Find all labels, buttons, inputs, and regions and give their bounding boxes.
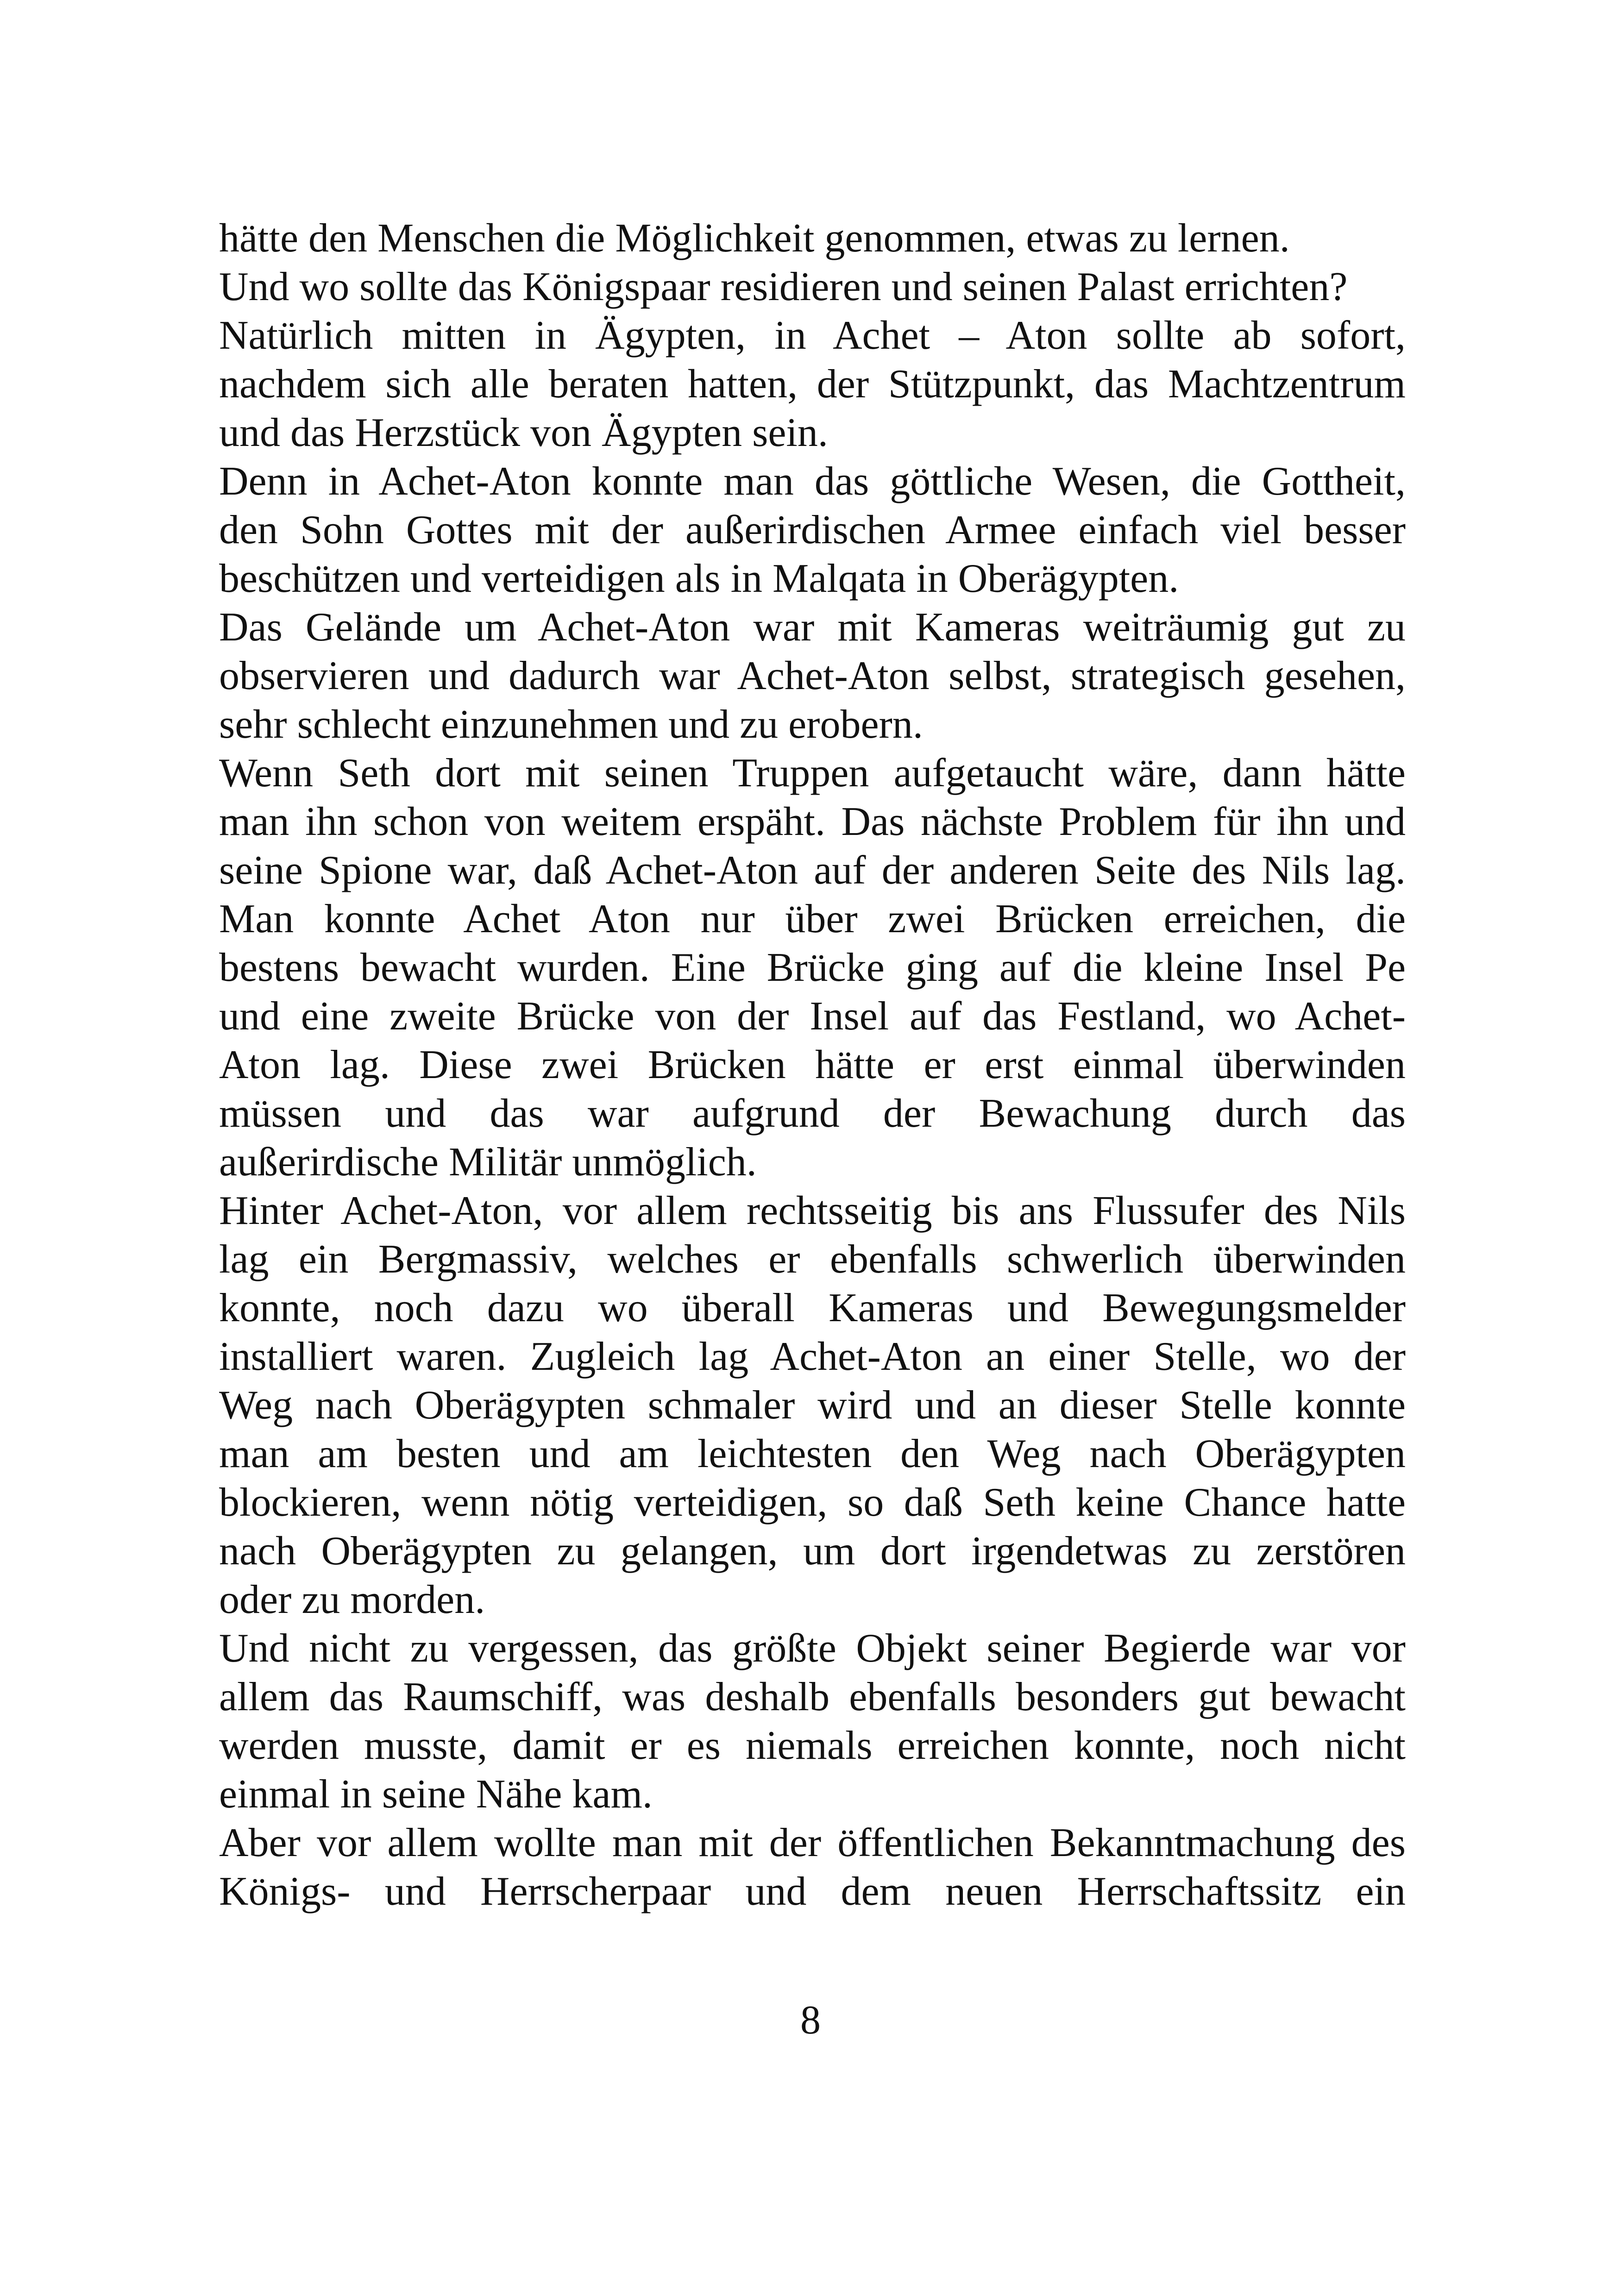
text-line: beschützen und verteidigen als in Malqata in Oberägypten. <box>219 556 1179 601</box>
text-line: und das Herzstück von Ägypten sein. <box>219 410 828 455</box>
page-number: 8 <box>800 1998 821 2043</box>
text-line: und eine zweite Brücke von der Insel auf das Festland, wo Achet- <box>219 994 1406 1039</box>
text-line: einmal in seine Nähe kam. <box>219 1772 653 1817</box>
text-line: installiert waren. Zugleich lag Achet-Aton an einer Stelle, wo der <box>219 1334 1406 1379</box>
body-text <box>219 214 1406 1916</box>
text-line: außerirdische Militär unmöglich. <box>219 1140 757 1185</box>
text-line: Natürlich mitten in Ägypten, in Achet – Aton sollte ab sofort, <box>219 313 1406 358</box>
text-line: oder zu morden. <box>219 1577 485 1622</box>
text-line: man am besten und am leichtesten den Weg nach Oberägypten <box>219 1431 1406 1476</box>
text-line: Hinter Achet-Aton, vor allem rechtsseitig bis ans Flussufer des Nils <box>219 1188 1406 1233</box>
text-line: nachdem sich alle beraten hatten, der Stützpunkt, das Machtzentrum <box>219 362 1406 407</box>
text-line: werden musste, damit er es niemals erreichen konnte, noch nicht <box>219 1723 1406 1768</box>
text-line: den Sohn Gottes mit der außerirdischen Armee einfach viel besser <box>219 508 1406 552</box>
text-line: Und wo sollte das Königspaar residieren und seinen Palast errichten? <box>219 264 1348 309</box>
text-line: Das Gelände um Achet-Aton war mit Kameras weiträumig gut zu <box>219 605 1406 650</box>
text-line: allem das Raumschiff, was deshalb ebenfalls besonders gut bewacht <box>219 1675 1406 1719</box>
text-line: sehr schlecht einzunehmen und zu erobern. <box>219 702 923 747</box>
text-line: nach Oberägypten zu gelangen, um dort irgendetwas zu zerstören <box>219 1529 1406 1574</box>
text-line: Weg nach Oberägypten schmaler wird und an dieser Stelle konnte <box>219 1383 1406 1428</box>
text-line: lag ein Bergmassiv, welches er ebenfalls schwerlich überwinden <box>219 1237 1406 1282</box>
text-line: Denn in Achet-Aton konnte man das göttliche Wesen, die Gottheit, <box>219 459 1406 504</box>
text-line: Wenn Seth dort mit seinen Truppen aufgetaucht wäre, dann hätte <box>219 751 1406 796</box>
text-line: Aber vor allem wollte man mit der öffentlichen Bekanntmachung des <box>219 1820 1406 1865</box>
text-line: konnte, noch dazu wo überall Kameras und Bewegungsmelder <box>219 1286 1406 1330</box>
text-line: Aton lag. Diese zwei Brücken hätte er erst einmal überwinden <box>219 1042 1406 1087</box>
text-line: man ihn schon von weitem erspäht. Das nächste Problem für ihn und <box>219 799 1406 844</box>
text-line: Und nicht zu vergessen, das größte Objekt seiner Begierde war vor <box>219 1626 1406 1671</box>
text-line: Königs- und Herrscherpaar und dem neuen Herrschaftssitz ein <box>219 1869 1406 1914</box>
text-line: bestens bewacht wurden. Eine Brücke ging auf die kleine Insel Pe <box>219 945 1406 990</box>
text-line: hätte den Menschen die Möglichkeit genommen, etwas zu lernen. <box>219 216 1290 261</box>
text-line: müssen und das war aufgrund der Bewachung durch das <box>219 1091 1406 1136</box>
text-line: blockieren, wenn nötig verteidigen, so daß Seth keine Chance hatte <box>219 1480 1406 1525</box>
text-line: observieren und dadurch war Achet-Aton selbst, strategisch gesehen, <box>219 653 1406 698</box>
text-line: Man konnte Achet Aton nur über zwei Brücken erreichen, die <box>219 897 1406 941</box>
text-line: seine Spione war, daß Achet-Aton auf der anderen Seite des Nils lag. <box>219 848 1406 893</box>
